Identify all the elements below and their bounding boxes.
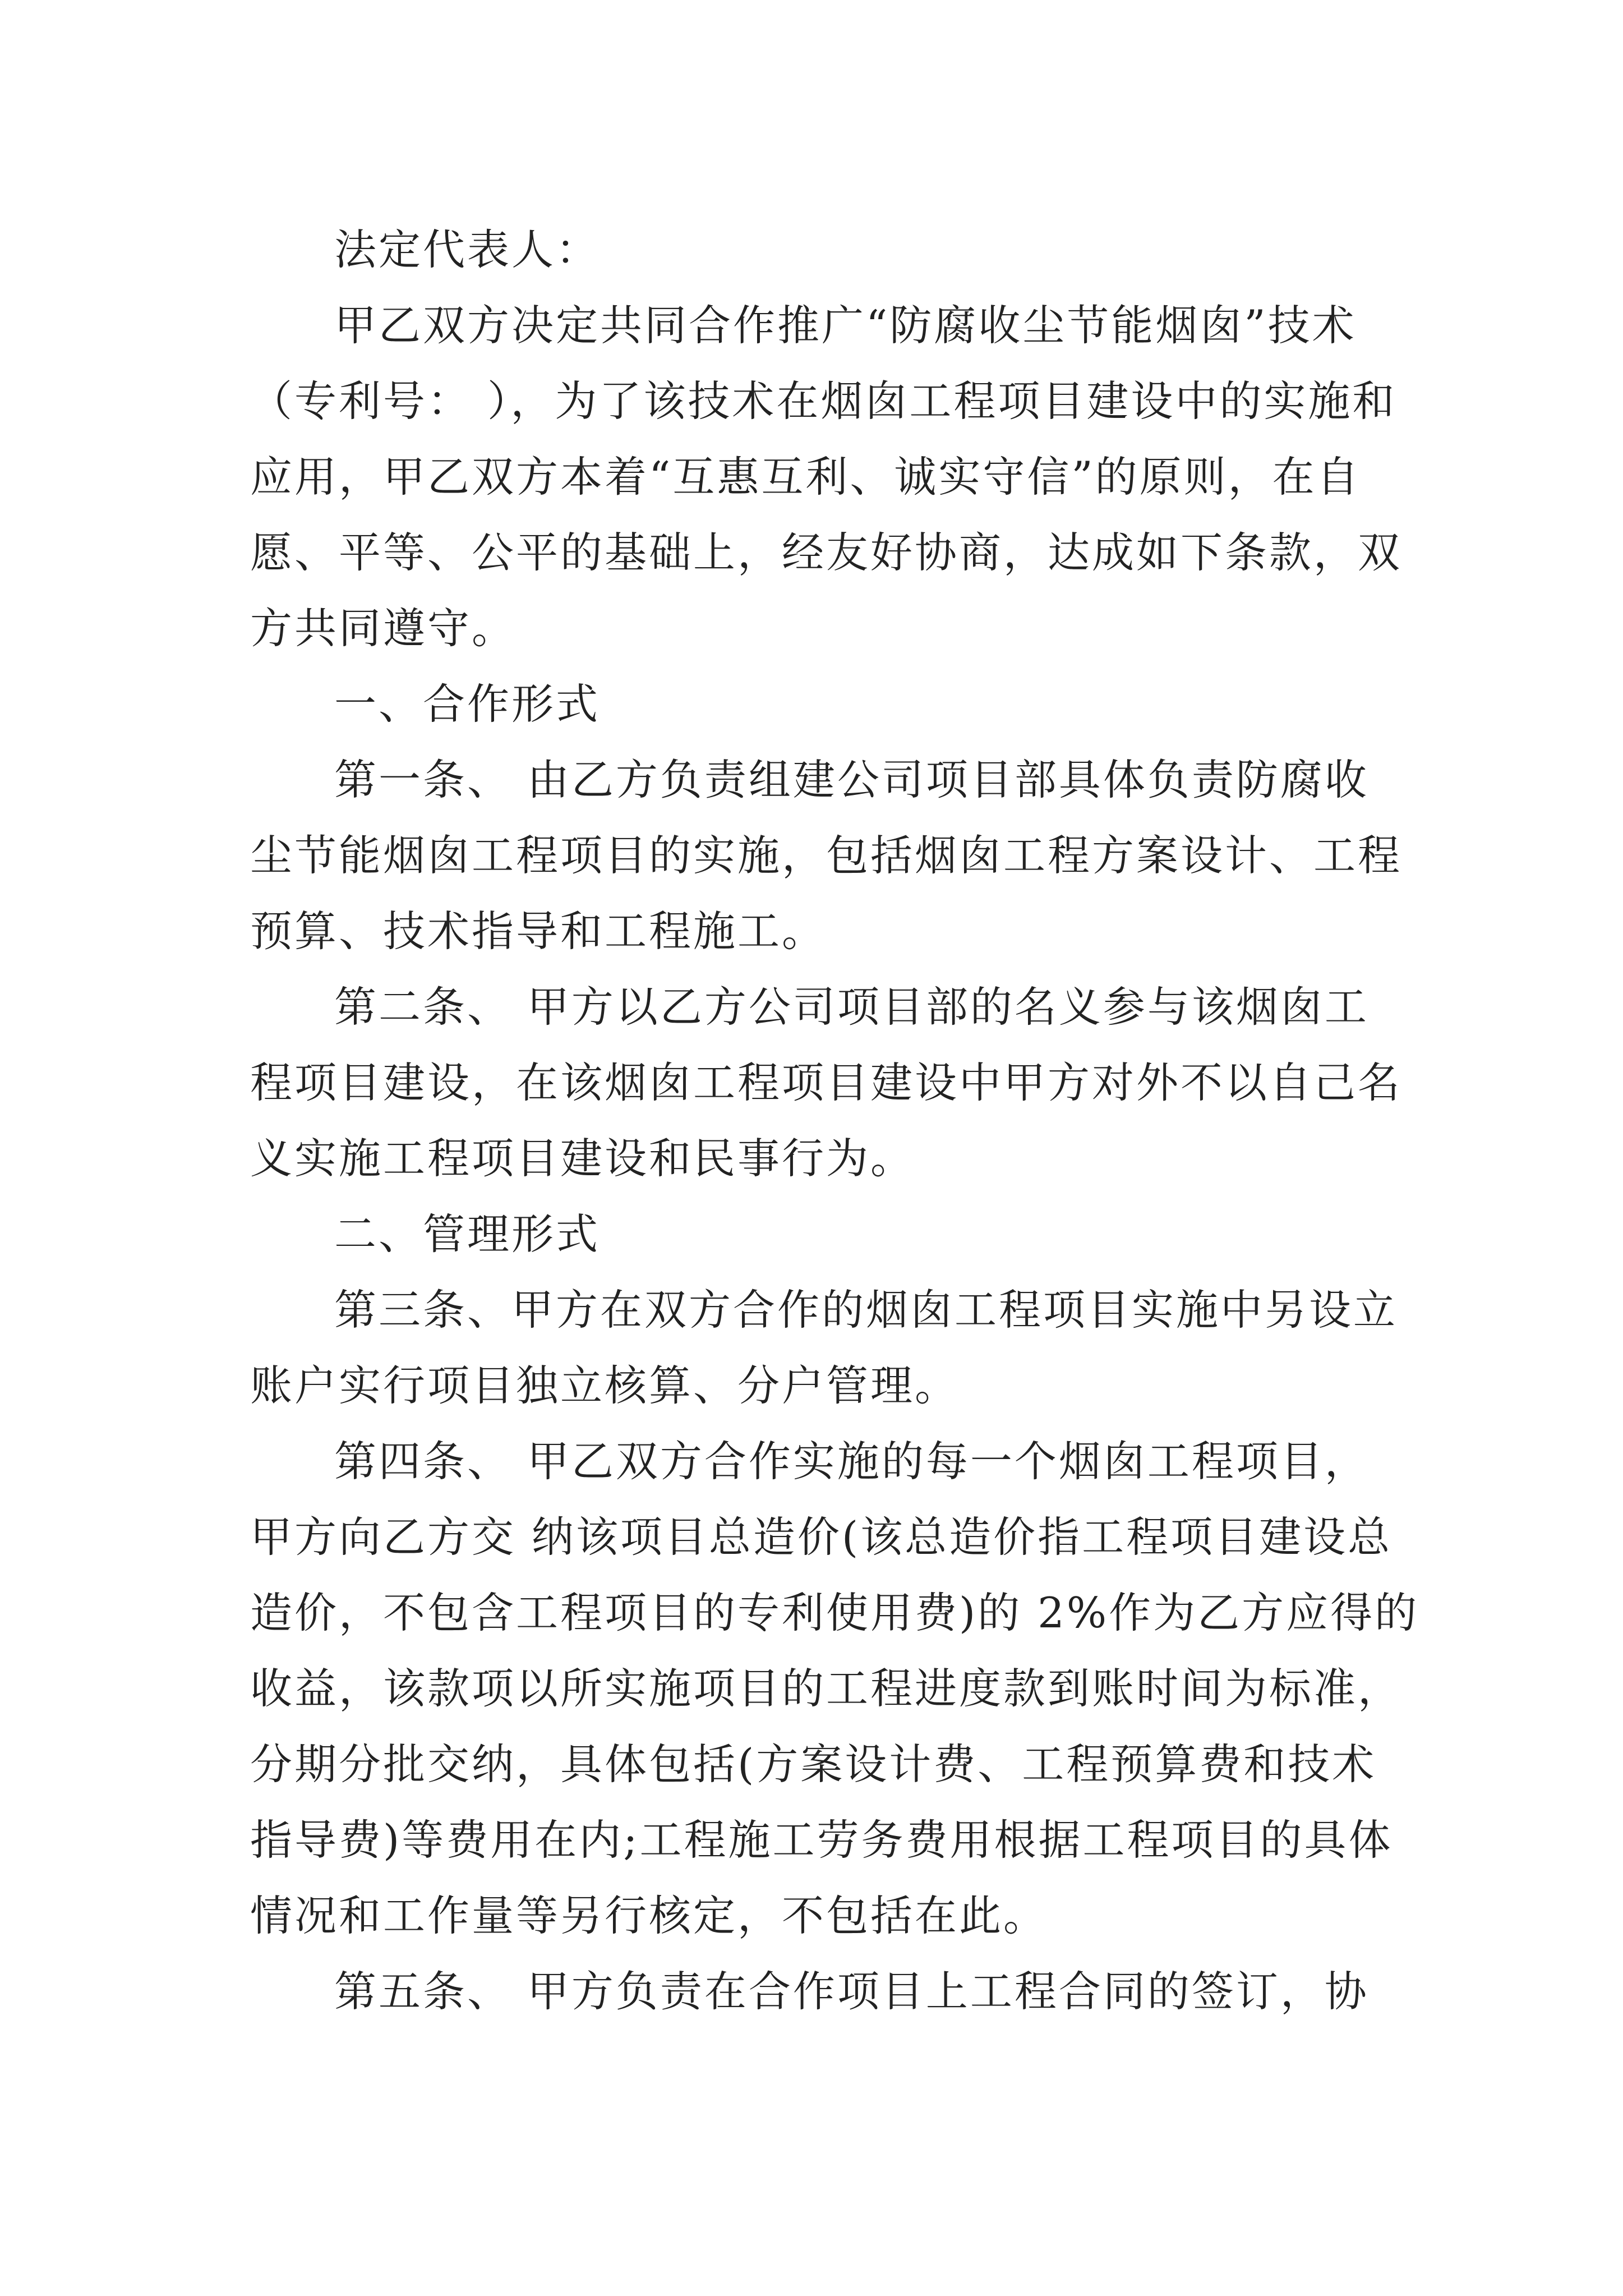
- representative-line: 法定代表人：: [334, 225, 601, 274]
- article-1-line-3: 预算、技术指导和工程施工。: [250, 907, 827, 956]
- section-heading-management: 二、管理形式: [334, 1209, 601, 1259]
- article-1-line-1: 第一条、 由乙方负责组建公司项目部具体负责防腐收: [334, 755, 1369, 804]
- article-3-line-2: 账户实行项目独立核算、分户管理。: [250, 1361, 960, 1410]
- article-5-line-1: 第五条、 甲方负责在合作项目上工程合同的签订，协: [334, 1967, 1369, 2016]
- preamble-line-1: 甲乙双方决定共同合作推广“防腐收尘节能烟囱”技术: [334, 301, 1357, 350]
- article-1-line-2: 尘节能烟囱工程项目的实施，包括烟囱工程方案设计、工程: [250, 831, 1403, 880]
- preamble-line-2: （专利号： ），为了该技术在烟囱工程项目建设中的实施和: [250, 376, 1397, 426]
- article-3-line-1: 第三条、甲方在双方合作的烟囱工程项目实施中另设立: [334, 1285, 1398, 1335]
- article-4-line-6: 指导费)等费用在内;工程施工劳务费用根据工程项目的具体: [250, 1815, 1393, 1865]
- article-4-line-4: 收益，该款项以所实施项目的工程进度款到账时间为标准，: [250, 1664, 1403, 1713]
- article-2-line-2: 程项目建设，在该烟囱工程项目建设中甲方对外不以自己名: [250, 1058, 1403, 1107]
- article-4-line-1: 第四条、 甲乙双方合作实施的每一个烟囱工程项目，: [334, 1437, 1369, 1486]
- article-4-line-5: 分期分批交纳，具体包括(方案设计费、工程预算费和技术: [250, 1740, 1377, 1789]
- article-4-line-3: 造价，不包含工程项目的专利使用费)的 2%作为乙方应得的: [250, 1588, 1419, 1637]
- preamble-line-4: 愿、平等、公平的基础上，经友好协商，达成如下条款，双: [250, 528, 1403, 577]
- section-heading-cooperation: 一、合作形式: [334, 679, 601, 729]
- article-4-line-2: 甲方向乙方交 纳该项目总造价(该总造价指工程项目建设总: [250, 1512, 1393, 1562]
- article-2-line-1: 第二条、 甲方以乙方公司项目部的名义参与该烟囱工: [334, 982, 1369, 1032]
- article-2-line-3: 义实施工程项目建设和民事行为。: [250, 1134, 915, 1183]
- contract-body: [250, 212, 1419, 2030]
- preamble-line-3: 应用，甲乙双方本着“互惠互利、诚实守信”的原则，在自: [250, 452, 1361, 501]
- preamble-line-5: 方共同遵守。: [250, 604, 517, 653]
- article-4-line-7: 情况和工作量等另行核定，不包括在此。: [250, 1891, 1048, 1940]
